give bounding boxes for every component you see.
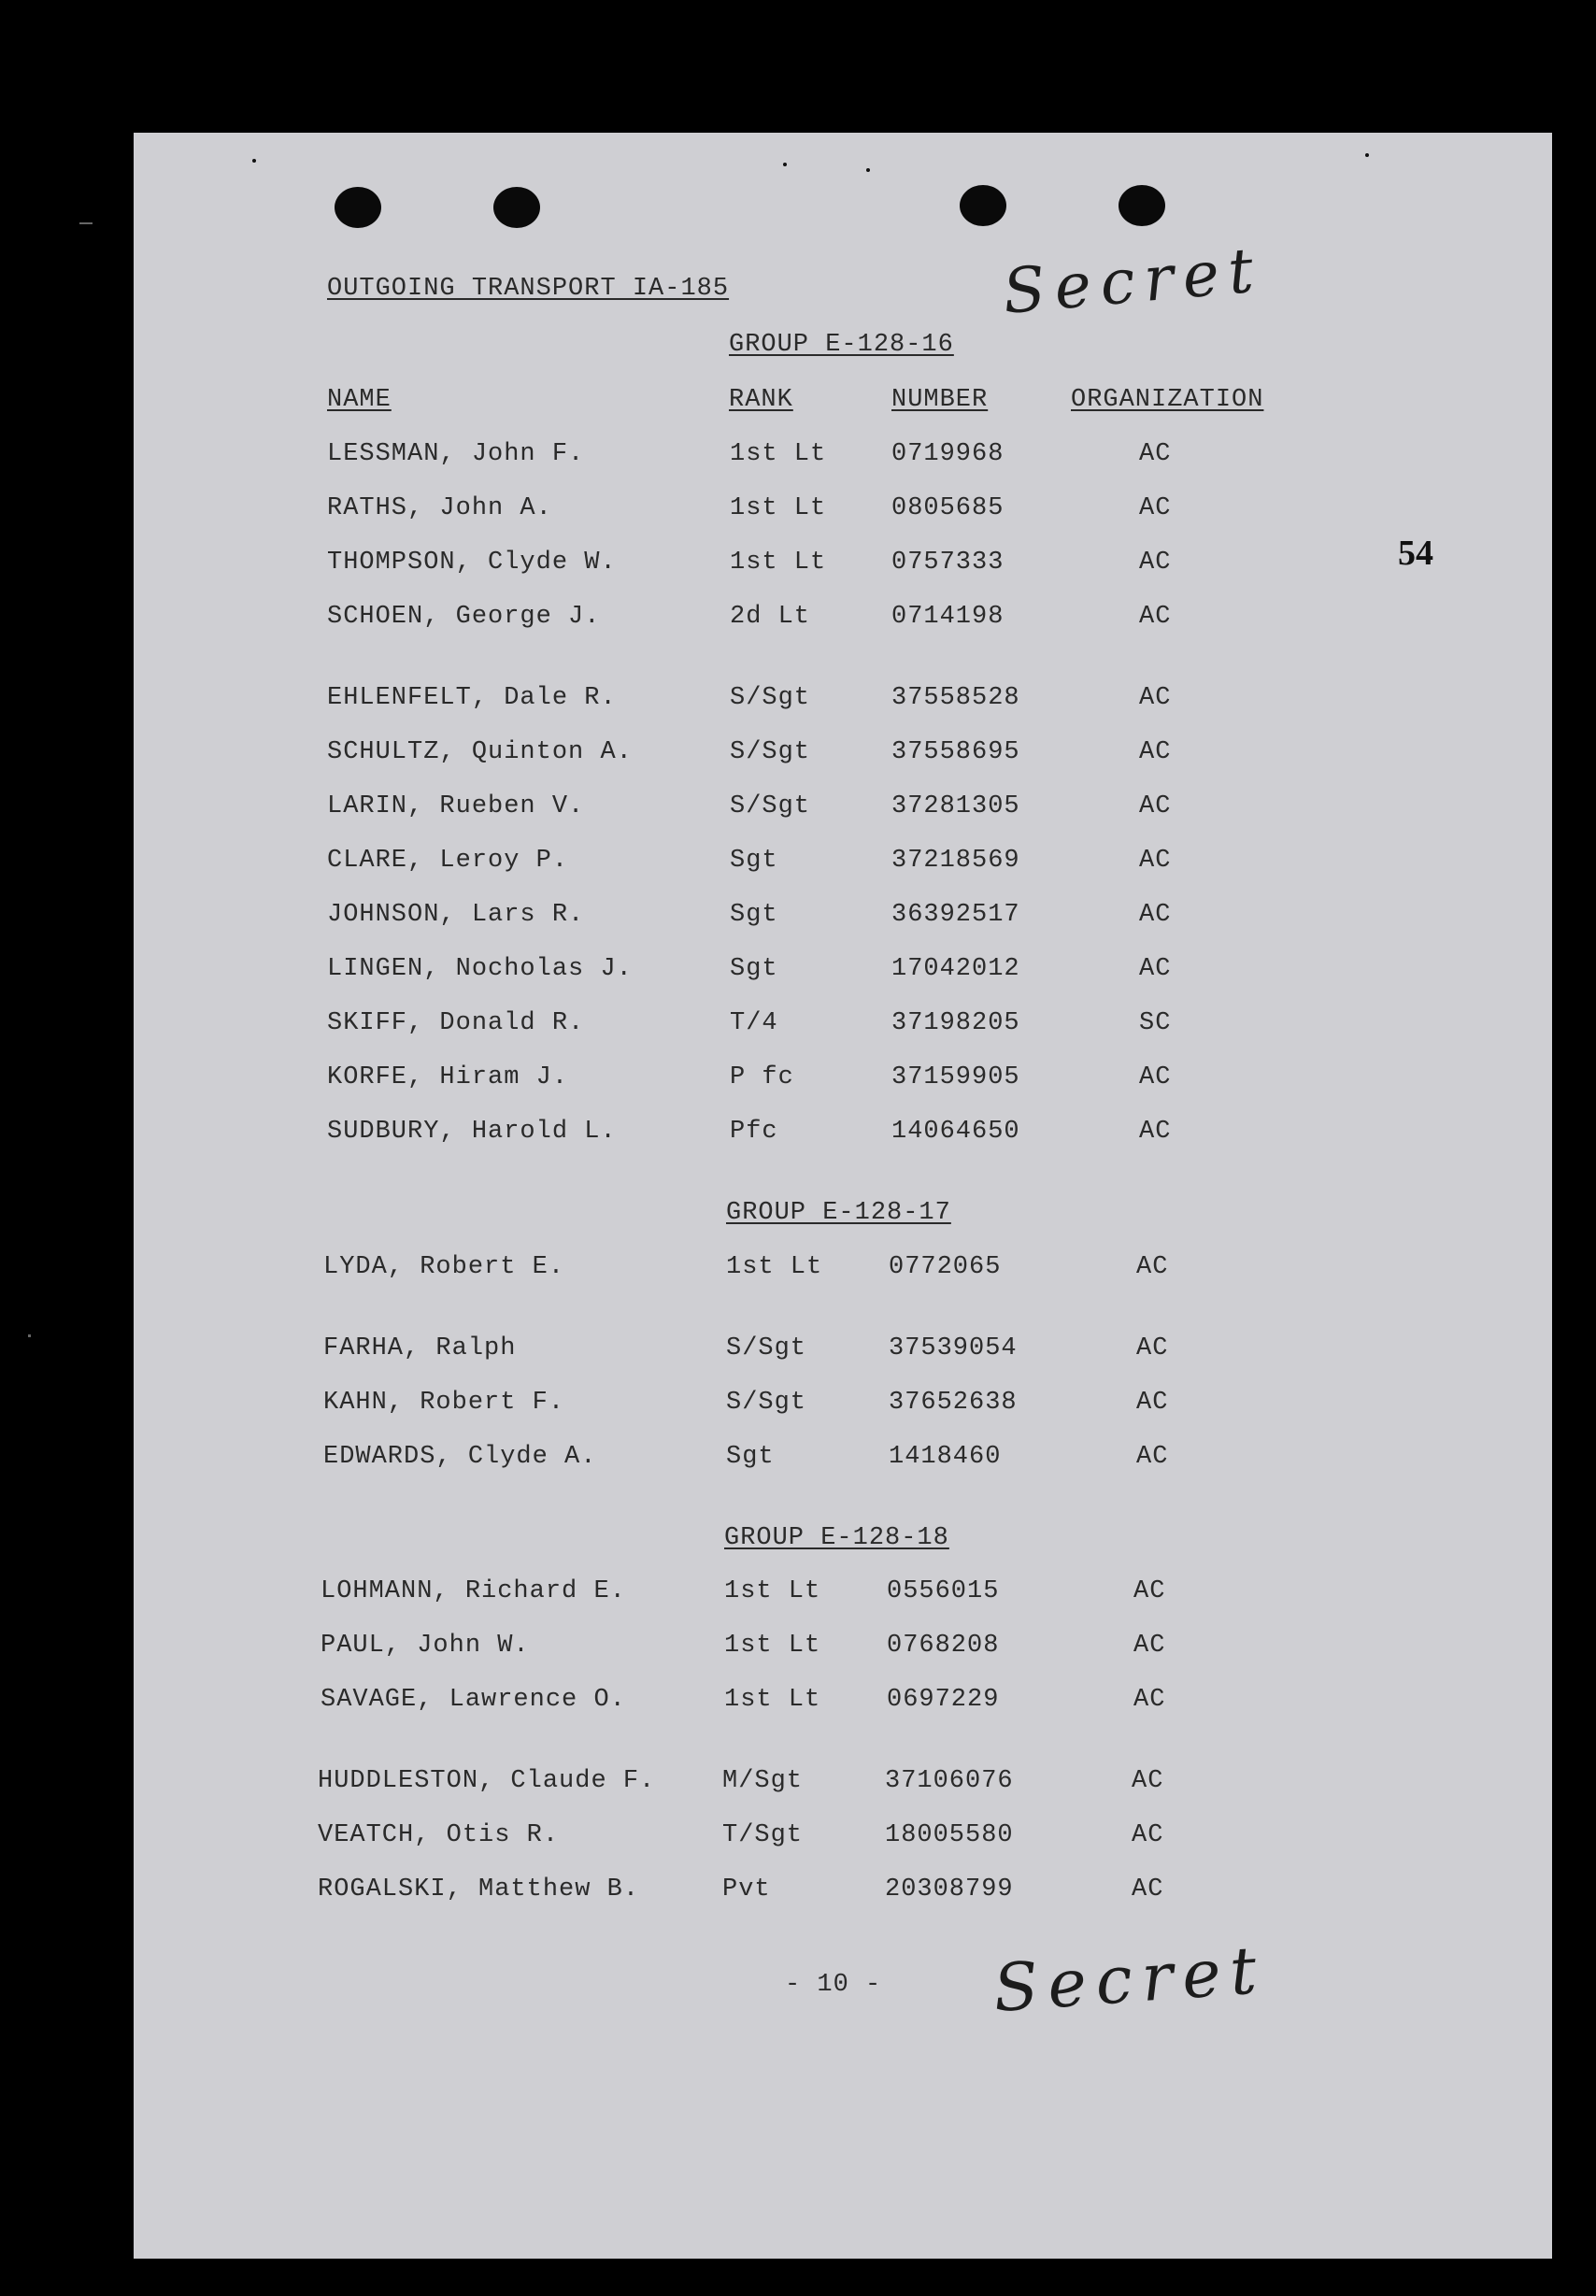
person-name: SKIFF, Donald R. bbox=[327, 1009, 585, 1037]
person-name: SUDBURY, Harold L. bbox=[327, 1118, 617, 1146]
person-rank: Sgt bbox=[730, 847, 778, 875]
person-rank: 1st Lt bbox=[724, 1577, 821, 1605]
person-rank: S/Sgt bbox=[726, 1334, 807, 1362]
person-name: HUDDLESTON, Claude F. bbox=[318, 1767, 656, 1795]
organization: AC bbox=[1136, 1389, 1169, 1417]
organization: AC bbox=[1132, 1875, 1164, 1904]
person-name: EDWARDS, Clyde A. bbox=[323, 1443, 597, 1471]
organization: AC bbox=[1133, 1577, 1166, 1605]
group-heading: GROUP E-128-18 bbox=[724, 1524, 949, 1552]
group-heading: GROUP E-128-16 bbox=[729, 331, 954, 359]
person-rank: Sgt bbox=[726, 1443, 775, 1471]
organization: AC bbox=[1133, 1686, 1166, 1714]
organization: AC bbox=[1133, 1632, 1166, 1660]
organization: AC bbox=[1139, 440, 1172, 468]
organization: AC bbox=[1136, 1443, 1169, 1471]
person-rank: 1st Lt bbox=[730, 549, 827, 577]
service-number: 37106076 bbox=[885, 1767, 1014, 1795]
service-number: 0805685 bbox=[891, 494, 1005, 522]
service-number: 18005580 bbox=[885, 1821, 1014, 1849]
service-number: 0714198 bbox=[891, 603, 1005, 631]
service-number: 0697229 bbox=[887, 1686, 1000, 1714]
person-rank: 1st Lt bbox=[726, 1253, 823, 1281]
column-header-organization: ORGANIZATION bbox=[1071, 386, 1264, 414]
service-number: 37652638 bbox=[889, 1389, 1018, 1417]
service-number: 17042012 bbox=[891, 955, 1020, 983]
document-page bbox=[134, 133, 1552, 2259]
person-rank: 1st Lt bbox=[724, 1686, 821, 1714]
organization: AC bbox=[1139, 901, 1172, 929]
service-number: 0719968 bbox=[891, 440, 1005, 468]
secret-stamp-bottom: Secret bbox=[990, 1931, 1269, 2028]
service-number: 0556015 bbox=[887, 1577, 1000, 1605]
document-title: OUTGOING TRANSPORT IA-185 bbox=[327, 275, 730, 303]
scan-speck bbox=[1365, 153, 1369, 157]
organization: SC bbox=[1139, 1009, 1172, 1037]
service-number: 0757333 bbox=[891, 549, 1005, 577]
person-name: LESSMAN, John F. bbox=[327, 440, 585, 468]
person-name: THOMPSON, Clyde W. bbox=[327, 549, 617, 577]
organization: AC bbox=[1139, 792, 1172, 820]
page-number-stamp: 54 bbox=[1398, 534, 1433, 573]
person-name: KAHN, Robert F. bbox=[323, 1389, 565, 1417]
person-name: RATHS, John A. bbox=[327, 494, 552, 522]
punch-hole bbox=[335, 187, 381, 228]
person-name: VEATCH, Otis R. bbox=[318, 1821, 560, 1849]
person-rank: S/Sgt bbox=[726, 1389, 807, 1417]
organization: AC bbox=[1139, 738, 1172, 766]
service-number: 37218569 bbox=[891, 847, 1020, 875]
scan-speck bbox=[252, 159, 256, 163]
organization: AC bbox=[1132, 1767, 1164, 1795]
column-header-rank: RANK bbox=[729, 386, 793, 414]
organization: AC bbox=[1132, 1821, 1164, 1849]
column-header-number: NUMBER bbox=[891, 386, 989, 414]
person-name: LOHMANN, Richard E. bbox=[321, 1577, 626, 1605]
person-rank: 1st Lt bbox=[724, 1632, 821, 1660]
person-rank: T/4 bbox=[730, 1009, 778, 1037]
scan-speck bbox=[28, 1334, 31, 1337]
person-name: SCHOEN, George J. bbox=[327, 603, 601, 631]
punch-hole bbox=[1119, 185, 1165, 226]
service-number: 14064650 bbox=[891, 1118, 1020, 1146]
organization: AC bbox=[1139, 847, 1172, 875]
person-rank: M/Sgt bbox=[722, 1767, 804, 1795]
person-name: CLARE, Leroy P. bbox=[327, 847, 569, 875]
organization: AC bbox=[1139, 1118, 1172, 1146]
person-name: LINGEN, Nocholas J. bbox=[327, 955, 633, 983]
person-rank: T/Sgt bbox=[722, 1821, 804, 1849]
punch-hole bbox=[493, 187, 540, 228]
group-heading: GROUP E-128-17 bbox=[726, 1199, 951, 1227]
person-name: LARIN, Rueben V. bbox=[327, 792, 585, 820]
person-name: EHLENFELT, Dale R. bbox=[327, 684, 617, 712]
person-name: LYDA, Robert E. bbox=[323, 1253, 565, 1281]
page-footer-number: - 10 - bbox=[785, 1971, 882, 1999]
person-name: FARHA, Ralph bbox=[323, 1334, 517, 1362]
service-number: 0772065 bbox=[889, 1253, 1002, 1281]
person-rank: S/Sgt bbox=[730, 792, 811, 820]
organization: AC bbox=[1139, 955, 1172, 983]
person-rank: Sgt bbox=[730, 901, 778, 929]
service-number: 0768208 bbox=[887, 1632, 1000, 1660]
person-name: KORFE, Hiram J. bbox=[327, 1063, 569, 1091]
service-number: 37281305 bbox=[891, 792, 1020, 820]
organization: AC bbox=[1139, 549, 1172, 577]
organization: AC bbox=[1139, 684, 1172, 712]
service-number: 37558695 bbox=[891, 738, 1020, 766]
scan-speck bbox=[866, 168, 870, 172]
scan-speck bbox=[79, 222, 93, 224]
person-rank: 2d Lt bbox=[730, 603, 811, 631]
organization: AC bbox=[1139, 1063, 1172, 1091]
organization: AC bbox=[1136, 1253, 1169, 1281]
person-rank: Sgt bbox=[730, 955, 778, 983]
person-name: PAUL, John W. bbox=[321, 1632, 530, 1660]
person-rank: S/Sgt bbox=[730, 738, 811, 766]
column-header-name: NAME bbox=[327, 386, 392, 414]
person-name: SAVAGE, Lawrence O. bbox=[321, 1686, 626, 1714]
person-name: ROGALSKI, Matthew B. bbox=[318, 1875, 640, 1904]
person-name: JOHNSON, Lars R. bbox=[327, 901, 585, 929]
person-name: SCHULTZ, Quinton A. bbox=[327, 738, 633, 766]
service-number: 36392517 bbox=[891, 901, 1020, 929]
person-rank: Pfc bbox=[730, 1118, 778, 1146]
service-number: 37558528 bbox=[891, 684, 1020, 712]
organization: AC bbox=[1139, 603, 1172, 631]
organization: AC bbox=[1139, 494, 1172, 522]
person-rank: 1st Lt bbox=[730, 494, 827, 522]
service-number: 37198205 bbox=[891, 1009, 1020, 1037]
organization: AC bbox=[1136, 1334, 1169, 1362]
person-rank: Pvt bbox=[722, 1875, 771, 1904]
secret-stamp-top: Secret bbox=[1000, 234, 1266, 328]
person-rank: P fc bbox=[730, 1063, 794, 1091]
service-number: 37159905 bbox=[891, 1063, 1020, 1091]
service-number: 1418460 bbox=[889, 1443, 1002, 1471]
person-rank: S/Sgt bbox=[730, 684, 811, 712]
service-number: 37539054 bbox=[889, 1334, 1018, 1362]
punch-hole bbox=[960, 185, 1006, 226]
service-number: 20308799 bbox=[885, 1875, 1014, 1904]
scan-speck bbox=[783, 163, 787, 166]
person-rank: 1st Lt bbox=[730, 440, 827, 468]
